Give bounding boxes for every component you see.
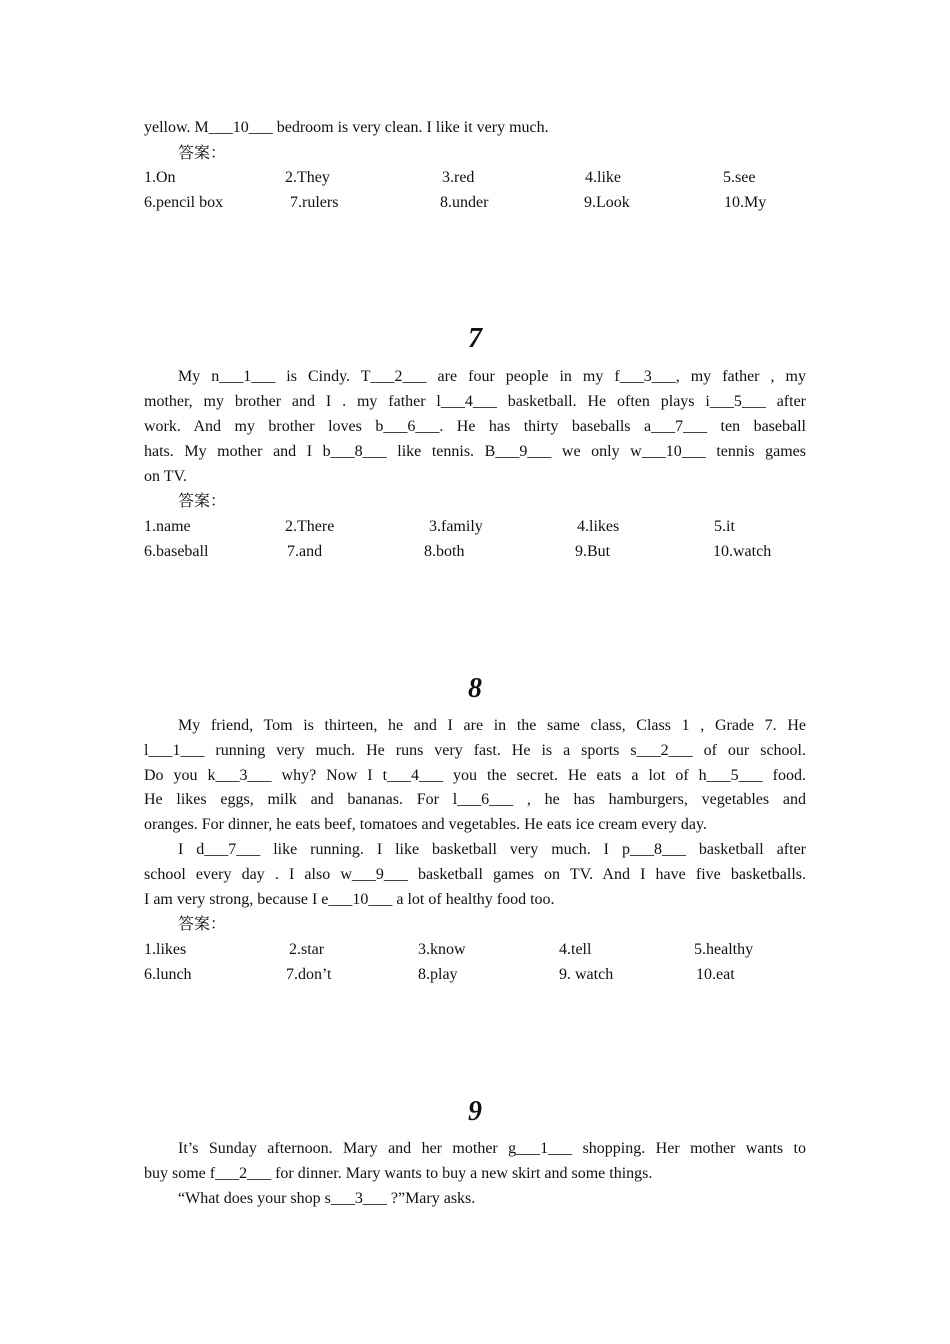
answer-item: 6.lunch bbox=[144, 966, 192, 983]
answer-label: 答案： bbox=[178, 916, 227, 933]
passage-line: yellow. M___10___ bedroom is very clean. I like it very much. bbox=[144, 119, 549, 136]
passage-line: My friend, Tom is thirteen, he and I are in the same class, Class 1 , Grade 7. He bbox=[178, 717, 806, 734]
answer-item: 6.pencil box bbox=[144, 194, 224, 211]
passage-line: oranges. For dinner, he eats beef, tomatoes and vegetables. He eats ice cream every day. bbox=[144, 816, 707, 833]
answer-item: 8.under bbox=[440, 194, 489, 211]
answer-item: 4.tell bbox=[559, 941, 592, 958]
section-heading: 9 bbox=[468, 1096, 482, 1127]
passage-line: on TV. bbox=[144, 468, 187, 485]
answer-item: 3.know bbox=[418, 941, 466, 958]
answer-item: 2.star bbox=[289, 941, 325, 958]
answer-item: 2.They bbox=[285, 169, 330, 186]
answer-item: 5.healthy bbox=[694, 941, 754, 958]
answer-item: 5.it bbox=[714, 518, 735, 535]
answer-item: 7.don’t bbox=[286, 966, 332, 983]
answer-item: 9. watch bbox=[559, 966, 614, 983]
answer-item: 8.both bbox=[424, 543, 465, 560]
answer-item: 4.like bbox=[585, 169, 621, 186]
answer-item: 2.There bbox=[285, 518, 335, 535]
passage-line: school every day . I also w___9___ basketball games on TV. And I have five basketballs. bbox=[144, 866, 806, 883]
passage-line: My n___1___ is Cindy. T___2___ are four people in my f___3___, my father , my bbox=[178, 368, 806, 385]
answer-item: 7.and bbox=[287, 543, 323, 560]
answer-item: 3.family bbox=[429, 518, 483, 535]
answer-item: 10.watch bbox=[713, 543, 772, 560]
passage-line: l___1___ running very much. He runs very fast. He is a sports s___2___ of our school. bbox=[144, 742, 806, 759]
answer-item: 7.rulers bbox=[290, 194, 339, 211]
answer-item: 1.likes bbox=[144, 941, 187, 958]
passage-line: I am very strong, because I e___10___ a lot of healthy food too. bbox=[144, 891, 555, 908]
answer-label: 答案： bbox=[178, 145, 227, 162]
passage-line: I d___7___ like running. I like basketball very much. I p___8___ basketball after bbox=[178, 841, 806, 858]
passage-line: hats. My mother and I b___8___ like tennis. B___9___ we only w___10___ tennis games bbox=[144, 443, 806, 460]
passage-line: He likes eggs, milk and bananas. For l___6___ , he has hamburgers, vegetables and bbox=[144, 791, 806, 808]
answer-item: 9.Look bbox=[584, 194, 630, 211]
passage-line: work. And my brother loves b___6___. He has thirty baseballs a___7___ ten baseball bbox=[144, 418, 806, 435]
answer-item: 10.eat bbox=[696, 966, 735, 983]
answer-label: 答案： bbox=[178, 493, 227, 510]
answer-item: 4.likes bbox=[577, 518, 620, 535]
answer-item: 3.red bbox=[442, 169, 475, 186]
answer-item: 9.But bbox=[575, 543, 611, 560]
answer-item: 10.My bbox=[724, 194, 767, 211]
section-heading: 8 bbox=[468, 673, 482, 704]
passage-line: buy some f___2___ for dinner. Mary wants to buy a new skirt and some things. bbox=[144, 1165, 653, 1182]
answer-item: 5.see bbox=[723, 169, 756, 186]
answer-item: 8.play bbox=[418, 966, 458, 983]
passage-line: It’s Sunday afternoon. Mary and her mother g___1___ shopping. Her mother wants to bbox=[178, 1140, 806, 1157]
passage-line: “What does your shop s___3___ ?”Mary asks. bbox=[178, 1190, 476, 1207]
passage-line: Do you k___3___ why? Now I t___4___ you the secret. He eats a lot of h___5___ food. bbox=[144, 767, 806, 784]
answer-item: 6.baseball bbox=[144, 543, 209, 560]
answer-item: 1.name bbox=[144, 518, 191, 535]
answer-item: 1.On bbox=[144, 169, 176, 186]
passage-line: mother, my brother and I . my father l___4___ basketball. He often plays i___5___ after bbox=[144, 393, 806, 410]
section-heading: 7 bbox=[468, 323, 482, 354]
